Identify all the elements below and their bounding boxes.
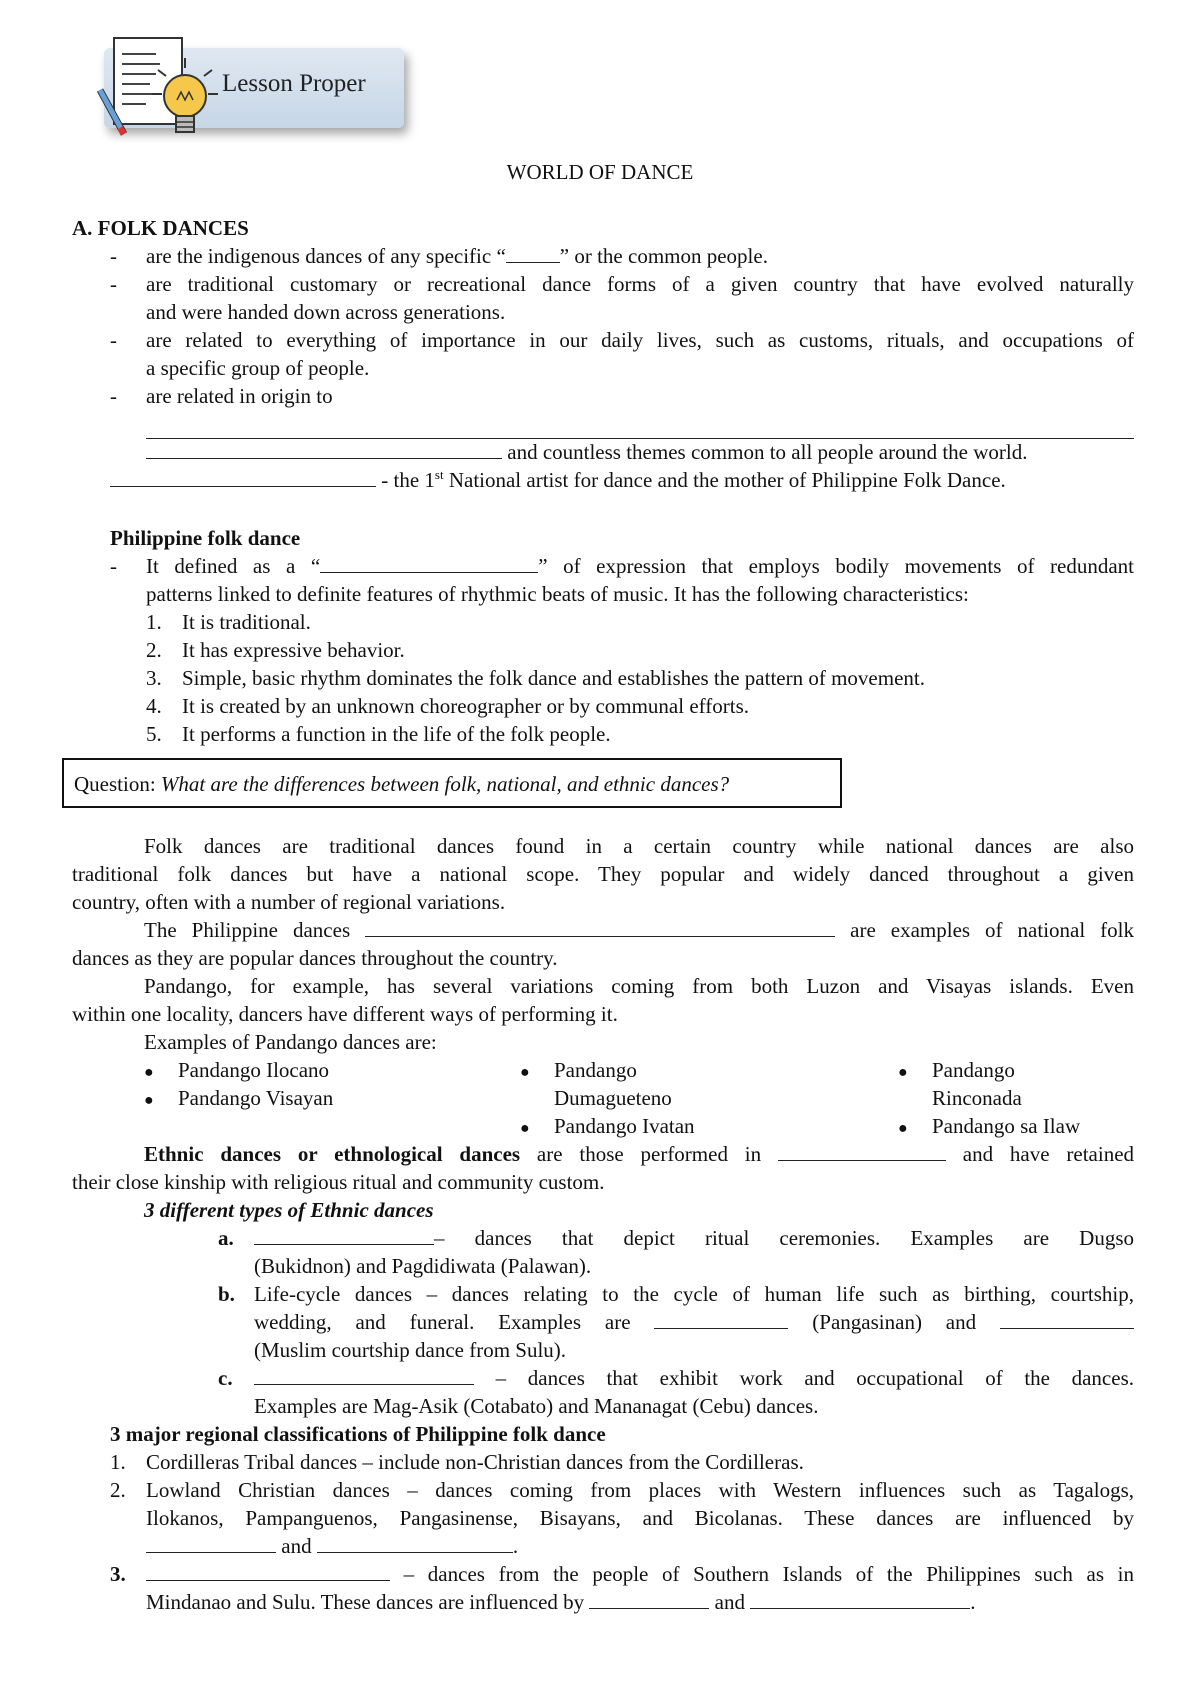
pandango-intro: Examples of Pandango dances are: bbox=[144, 1030, 437, 1054]
fill-in-blank[interactable] bbox=[146, 1534, 276, 1553]
fill-in-blank[interactable] bbox=[654, 1310, 788, 1329]
page-title: WORLD OF DANCE bbox=[506, 160, 694, 184]
regional-item-2-number: 2. bbox=[110, 1478, 126, 1502]
fill-in-blank[interactable] bbox=[110, 468, 376, 487]
dash-marker: - bbox=[110, 554, 117, 578]
fill-in-blank[interactable] bbox=[317, 1534, 513, 1553]
list-item: ● Pandango Visayan bbox=[144, 1086, 334, 1110]
list-item-continued: Dumagueteno bbox=[554, 1086, 672, 1110]
type-b-line3: (Muslim courtship dance from Sulu). bbox=[254, 1338, 567, 1362]
folk-item-4-line1: are related in origin to bbox=[146, 384, 333, 408]
fill-in-blank[interactable] bbox=[365, 918, 835, 937]
fill-in-blank[interactable] bbox=[146, 420, 1134, 439]
dash-marker: - bbox=[110, 328, 117, 352]
folk-item-2-line2: and were handed down across generations. bbox=[146, 300, 506, 324]
question-box bbox=[62, 758, 842, 808]
phil-def-line1: It defined as a “ ” of expression that employs bodily movements of redundant bbox=[146, 554, 1134, 578]
list-item-continued: Rinconada bbox=[932, 1086, 1022, 1110]
fill-in-blank[interactable] bbox=[254, 1366, 474, 1385]
para3-line1: Pandango, for example, has several variations coming from both Luzon and Visayas islands. Even bbox=[144, 974, 1134, 998]
section-a-heading: A. FOLK DANCES bbox=[72, 216, 249, 240]
para2-line1: The Philippine dances are examples of national folk bbox=[144, 918, 1135, 942]
type-a-line1: – dances that depict ritual ceremonies. Examples are Dugso bbox=[254, 1224, 1134, 1252]
fill-in-blank[interactable] bbox=[778, 1142, 946, 1161]
type-a-label: a. bbox=[218, 1226, 234, 1250]
dash-marker: - bbox=[110, 272, 117, 296]
fill-in-blank[interactable] bbox=[320, 554, 538, 573]
list-item: ● Pandango bbox=[520, 1058, 637, 1082]
regional-item-2-line3: and . bbox=[146, 1532, 518, 1560]
type-c-label: c. bbox=[218, 1366, 233, 1390]
list-item: ● Pandango bbox=[898, 1058, 1015, 1082]
dash-marker: - bbox=[110, 244, 117, 268]
type-b-line2: wedding, and funeral. Examples are (Pangasinan) and bbox=[254, 1308, 1134, 1336]
list-item: ● Pandango sa Ilaw bbox=[898, 1114, 1081, 1138]
list-item: ● Pandango Ilocano bbox=[144, 1058, 330, 1082]
para1-line2: traditional folk dances but have a national scope. They popular and widely danced throughout a given bbox=[72, 862, 1134, 886]
ethnic-types-heading: 3 different types of Ethnic dances bbox=[144, 1198, 434, 1222]
folk-item-2-line1: are traditional customary or recreational dance forms of a given country that have evolved naturally bbox=[146, 272, 1134, 296]
characteristic-4: 4. It is created by an unknown choreographer or by communal efforts. bbox=[146, 694, 750, 718]
characteristic-1: 1. It is traditional. bbox=[146, 610, 311, 634]
lesson-proper-badge bbox=[86, 34, 416, 146]
folk-item-4-line2: and countless themes common to all people around the world. bbox=[146, 438, 1027, 466]
badge-label: Lesson Proper bbox=[222, 70, 366, 97]
fill-in-blank[interactable] bbox=[589, 1590, 709, 1609]
fill-in-blank[interactable] bbox=[146, 1562, 390, 1581]
regional-item-1: 1. Cordilleras Tribal dances – include non-Christian dances from the Cordilleras. bbox=[110, 1450, 804, 1474]
regional-item-3-line2: Mindanao and Sulu. These dances are influenced by and . bbox=[146, 1590, 976, 1614]
philippine-folk-dance-heading: Philippine folk dance bbox=[110, 526, 301, 550]
para1-line1: Folk dances are traditional dances found in a certain country while national dances are also bbox=[144, 834, 1134, 858]
regional-item-2-line2: Ilokanos, Pampanguenos, Pangasinense, Bisayans, and Bicolanas. These dances are influenced by bbox=[146, 1506, 1134, 1530]
characteristic-5: 5. It performs a function in the life of the folk people. bbox=[146, 722, 611, 746]
dash-marker: - bbox=[110, 384, 117, 408]
fill-in-blank[interactable] bbox=[1000, 1310, 1134, 1329]
type-c-line1: – dances that exhibit work and occupational of the dances. bbox=[254, 1364, 1134, 1392]
regional-item-3-number: 3. bbox=[110, 1562, 126, 1586]
para2-line2: dances as they are popular dances throughout the country. bbox=[72, 946, 558, 970]
regional-item-2-line1: Lowland Christian dances – dances coming from places with Western influences such as Tagalogs, bbox=[146, 1478, 1134, 1502]
para1-line3: country, often with a number of regional variations. bbox=[72, 890, 506, 914]
characteristic-2: 2. It has expressive behavior. bbox=[146, 638, 405, 662]
folk-item-1: are the indigenous dances of any specific “ ” or the common people. bbox=[146, 244, 768, 268]
regional-heading: 3 major regional classifications of Philippine folk dance bbox=[110, 1422, 606, 1446]
type-a-line2: (Bukidnon) and Pagdidiwata (Palawan). bbox=[254, 1254, 592, 1278]
type-c-line2: Examples are Mag-Asik (Cotabato) and Mananagat (Cebu) dances. bbox=[254, 1394, 819, 1418]
ethnic-line1: Ethnic dances or ethnological dances are those performed in and have retained bbox=[144, 1142, 1135, 1166]
notepad-lightbulb-icon bbox=[86, 34, 226, 146]
phil-def-line2: patterns linked to definite features of rhythmic beats of music. It has the following characteristics: bbox=[146, 582, 969, 606]
fill-in-blank[interactable] bbox=[750, 1590, 970, 1609]
folk-item-3-line1: are related to everything of importance in our daily lives, such as customs, rituals, and occupations of bbox=[146, 328, 1134, 352]
ethnic-line2: their close kinship with religious ritual and community custom. bbox=[72, 1170, 605, 1194]
question-text: What are the differences between folk, national, and ethnic dances? bbox=[160, 772, 730, 796]
type-b-line1: Life-cycle dances – dances relating to the cycle of human life such as birthing, courtship, bbox=[254, 1282, 1134, 1306]
fill-in-blank[interactable] bbox=[146, 440, 502, 459]
question-label: Question: bbox=[74, 772, 161, 796]
para3-line2: within one locality, dancers have different ways of performing it. bbox=[72, 1002, 618, 1026]
list-item: ● Pandango Ivatan bbox=[520, 1114, 695, 1138]
regional-item-3-line1: – dances from the people of Southern Islands of the Philippines such as in bbox=[146, 1560, 1134, 1588]
characteristic-3: 3. Simple, basic rhythm dominates the folk dance and establishes the pattern of movement. bbox=[146, 666, 925, 690]
national-artist-line: - the 1st National artist for dance and the mother of Philippine Folk Dance. bbox=[110, 466, 1006, 494]
type-b-label: b. bbox=[218, 1282, 235, 1306]
fill-in-blank[interactable] bbox=[254, 1226, 434, 1245]
folk-item-3-line2: a specific group of people. bbox=[146, 356, 370, 380]
